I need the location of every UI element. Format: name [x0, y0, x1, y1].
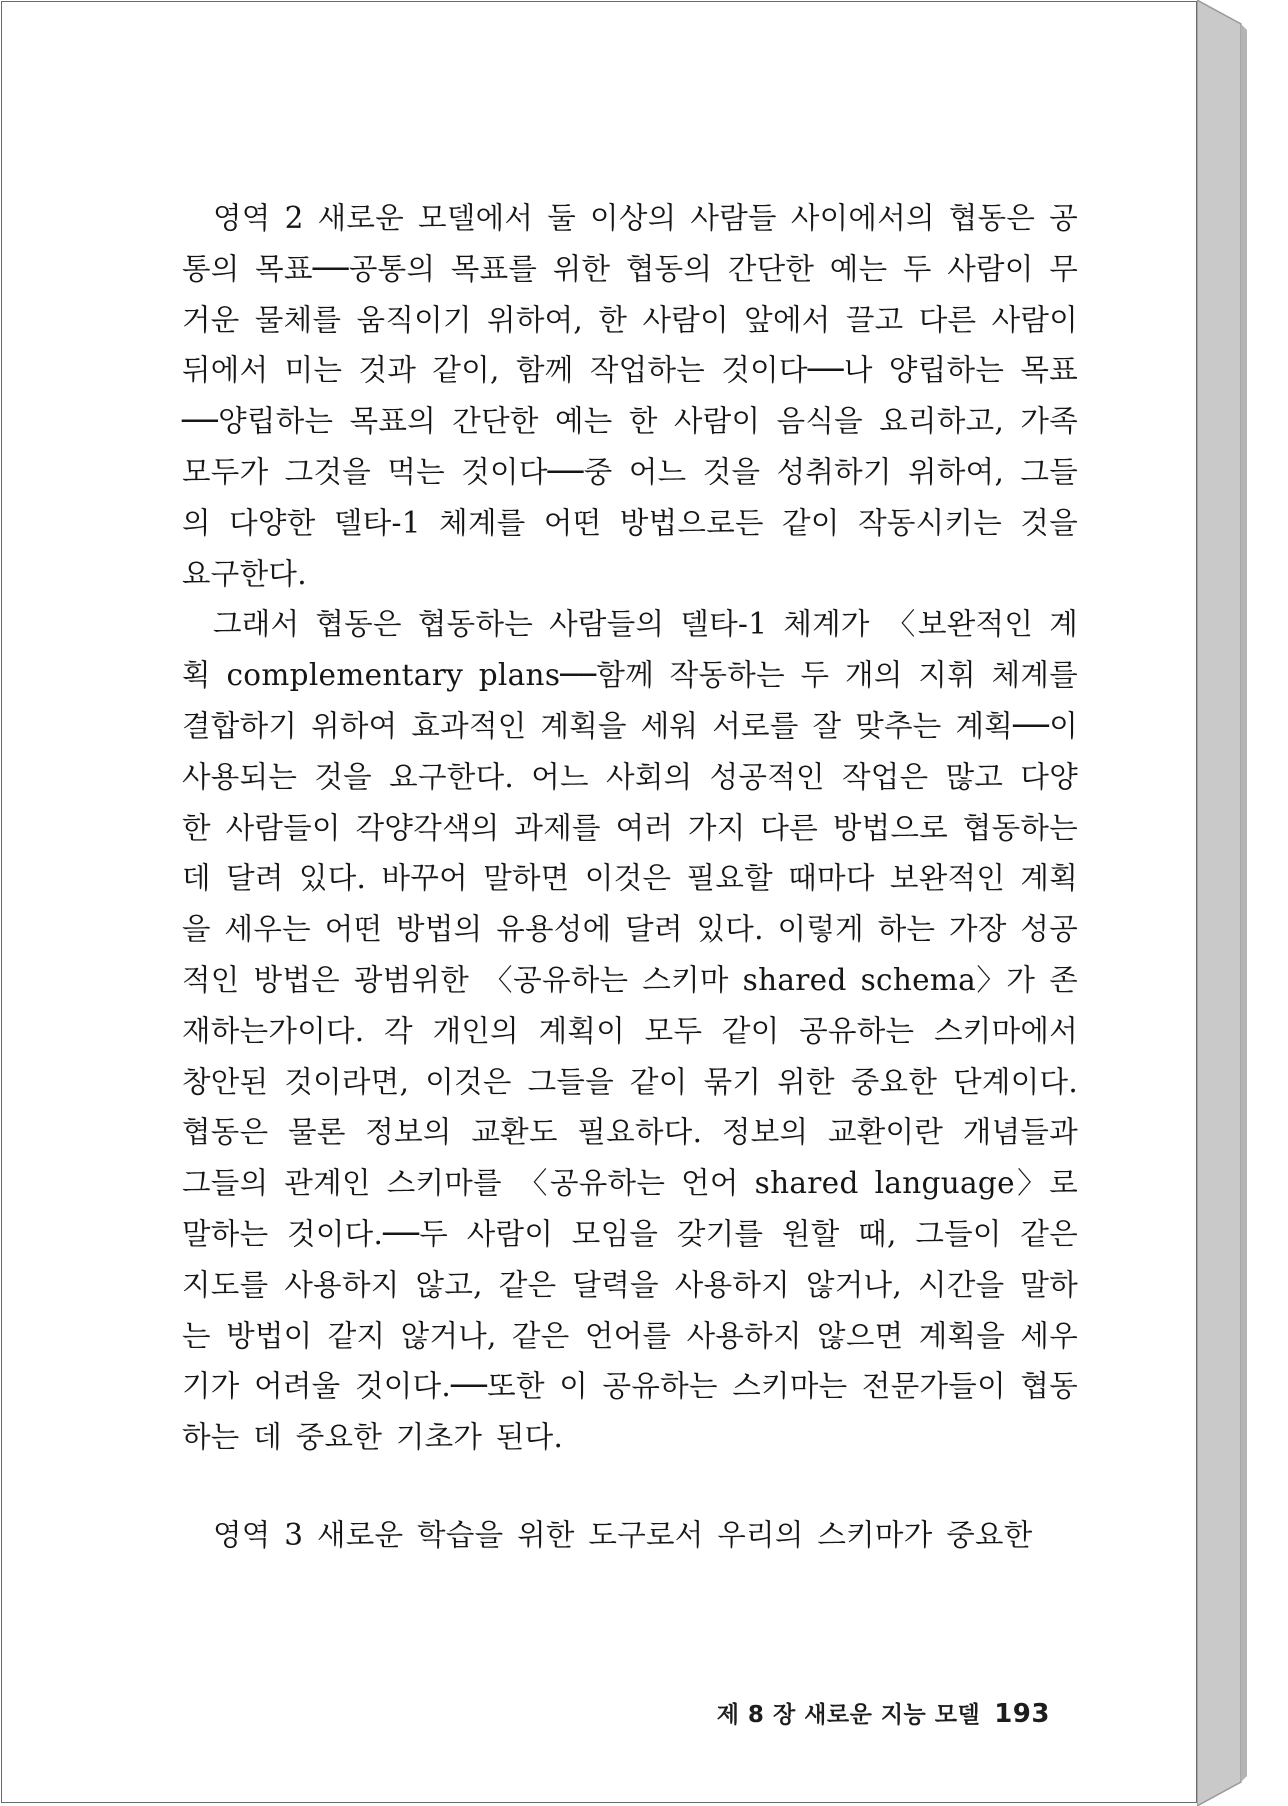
paragraph-section-2: 영역 2 새로운 모델에서 둘 이상의 사람들 사이에서의 협동은 공통의 목표──공통의 목표를 위한 협동의 간단한 예는 두 사람이 무거운 물체를 움직이기 위하여, 한 사람이 앞에서 끌고 다른 사람이 뒤에서 미는 것과 같이, 함께 작업하는 것이다──나 양립하는 목표──양립하는 목표의 간단한 예는 한 사람이 음식을 요리하고, 가족 모두가 그것을 먹는 것이다──중 어느 것을 성취하기 위하여, 그들의 다양한 델타-1 체계를 어떤 방법으로든 같이 작동시키는 것을 요구한다. [182, 201, 1078, 591]
body-text [182, 193, 1078, 1561]
section-spacer [182, 1463, 1078, 1510]
page-number: 193 [994, 1699, 1050, 1729]
page-footer [700, 1696, 1050, 1729]
paragraph-section-3: 영역 3 새로운 학습을 위한 도구로서 우리의 스키마가 중요한 [212, 1517, 1033, 1552]
paragraph-cooperation: 그래서 협동은 협동하는 사람들의 델타-1 체계가 〈보완적인 계획 complementary plans──함께 작동하는 두 개의 지휘 체계를 결합하기 위하여 효과적인 계획을 세워 서로를 잘 맞추는 계획──이 사용되는 것을 요구한다. 어느 사회의 성공적인 작업은 많고 다양한 사람들이 각양각색의 과제를 여러 가지 다른 방법으로 협동하는 데 달려 있다. 바꾸어 말하면 이것은 필요할 때마다 보완적인 계획을 세우는 어떤 방법의 유용성에 달려 있다. 이렇게 하는 가장 성공적인 방법은 광범위한 〈공유하는 스키마 shared schema〉가 존재하는가이다. 각 개인의 계획이 모두 같이 공유하는 스키마에서 창안된 것이라면, 이것은 그들을 같이 묶기 위한 중요한 단계이다. 협동은 물론 정보의 교환도 필요하다. 정보의 교환이란 개념들과 그들의 관계인 스키마를 〈공유하는 언어 shared language〉로 말하는 것이다.──두 사람이 모임을 갖기를 원할 때, 그들이 같은 지도를 사용하지 않고, 같은 달력을 사용하지 않거나, 시간을 말하는 방법이 같지 않거나, 같은 언어를 사용하지 않으면 계획을 세우기가 어려울 것이다.──또한 이 공유하는 스키마는 전문가들이 협동하는 데 중요한 기초가 된다. [182, 607, 1078, 1455]
page-edge-shadow [1197, 0, 1287, 1806]
chapter-title: 제 8 장 새로운 지능 모델 [716, 1702, 981, 1728]
